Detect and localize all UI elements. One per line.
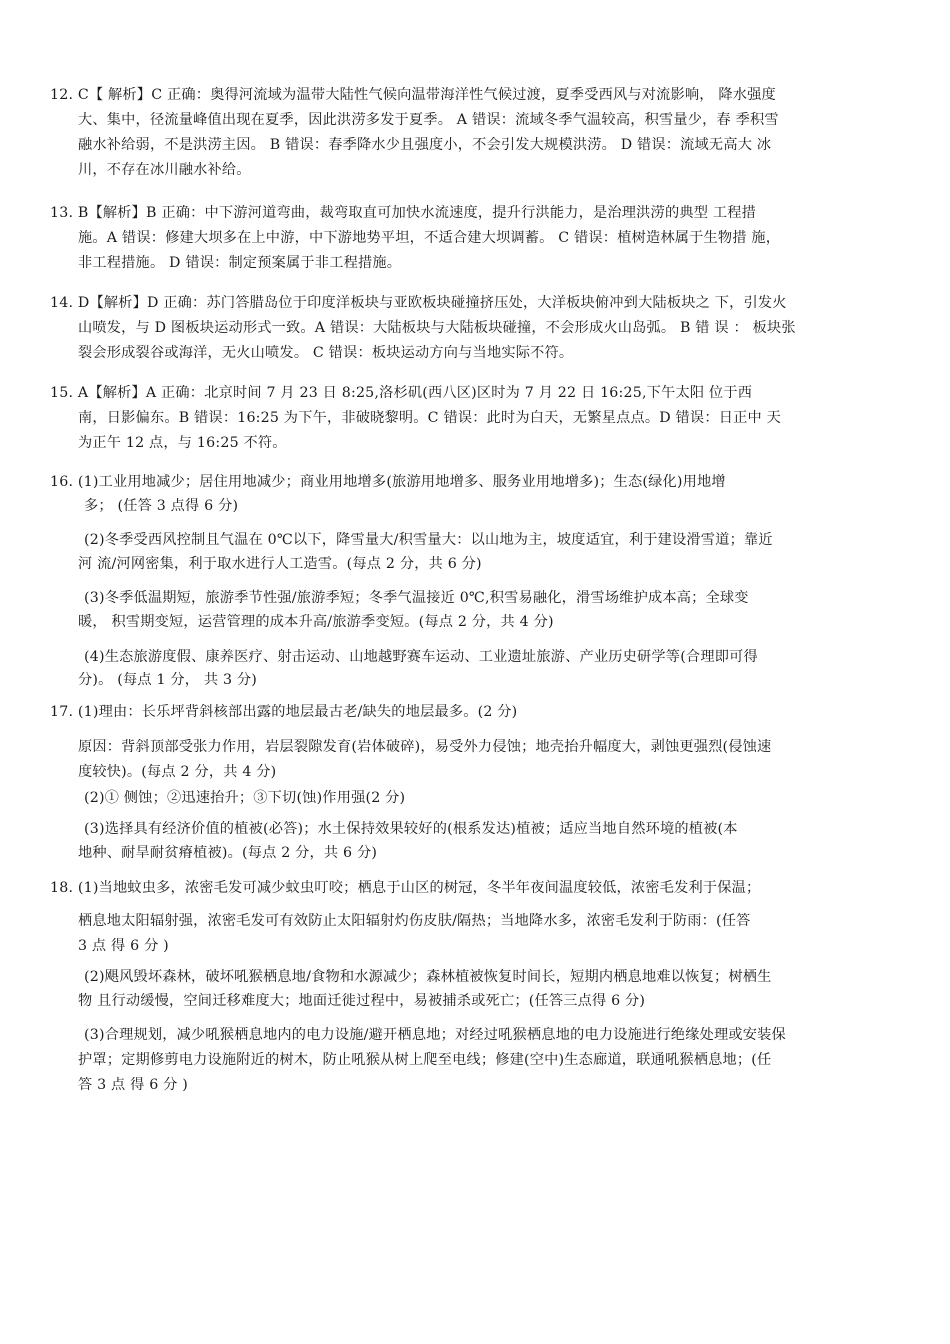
answer-18-part2-line-2: 物 且行动缓慢，空间迁移难度大；地面迁徙过程中，易被捕杀或死亡；(任答三点得 6 分) (78, 993, 646, 1009)
answer-18-part3-line-2: 护罩；定期修剪电力设施附近的树木，防止吼猴从树上爬至电线；修建(空中)生态廊道，联通吼猴栖息地；(任 (78, 1052, 772, 1068)
answer-16-part4-line-2: 分)。 (每点 1 分， 共 3 分) (78, 672, 258, 688)
answer-14-line-3: 裂会形成裂谷或海洋，无火山喷发。 C 错误：板块运动方向与当地实际不符。 (78, 345, 574, 361)
answer-12-line-3: 融水补给弱，不是洪涝主因。 B 错误：春季降水少且强度小，不会引发大规模洪涝。 D 错误：流域无高大 冰 (78, 137, 772, 153)
answer-18-part2-line-1: (2)飓风毁坏森林，破坏吼猴栖息地/食物和水源减少；森林植被恢复时间长，短期内栖息地难以恢复；树栖生 (84, 969, 772, 985)
answer-15-line-3: 为正午 12 点，与 16:25 不符。 (78, 435, 287, 451)
answer-16-part2-line-1: (2)冬季受西风控制且气温在 0℃以下，降雪量大/积雪量大：以山地为主，坡度适宜，利于建设滑雪道；靠近 (84, 532, 773, 548)
answer-18-part1-line-2: 栖息地太阳辐射强，浓密毛发可有效防止太阳辐射灼伤皮肤/隔热；当地降水多，浓密毛发利于防雨：(任答 (78, 913, 751, 929)
answer-12-line-1: 12. C【 解析】C 正确：奥得河流域为温带大陆性气候向温带海洋性气候过渡，夏季受西风与对流影响， 降水强度 (50, 87, 776, 103)
answer-17-reason-line-2: 度较快)。(每点 2 分，共 4 分) (78, 764, 277, 780)
answer-18-part1-line-3: 3 点 得 6 分 ) (78, 938, 169, 954)
answer-16-part4-line-1: (4)生态旅游度假、康养医疗、射击运动、山地越野赛车运动、工业遗址旅游、产业历史研学等(合理即可得 (84, 649, 758, 665)
answer-13-line-3: 非工程措施。 D 错误：制定预案属于非工程措施。 (78, 255, 402, 271)
answer-18-part3-line-3: 答 3 点 得 6 分 ) (78, 1077, 188, 1093)
answer-17-part1-line-1: 17. (1)理由：长乐坪背斜核部出露的地层最古老/缺失的地层最多。(2 分) (50, 704, 518, 720)
answer-12-line-4: 川，不存在冰川融水补给。 (78, 162, 251, 178)
answer-16-part1-line-1: 16. (1)工业用地减少；居住用地减少；商业用地增多(旅游用地增多、服务业用地增多)；生态(绿化)用地增 (50, 474, 726, 490)
answer-18-part3-line-1: (3)合理规划，减少吼猴栖息地内的电力设施/避开栖息地；对经过吼猴栖息地的电力设施进行绝缘处理或安装保 (84, 1027, 786, 1043)
answer-16-part2-line-2: 河 流/河网密集，利于取水进行人工造雪。(每点 2 分，共 6 分) (78, 556, 482, 572)
answer-15-line-1: 15. A【解析】A 正确：北京时间 7 月 23 日 8:25,洛杉矶(西八区)区时为 7 月 22 日 16:25,下午太阳 位于西 (50, 385, 753, 401)
answer-14-line-1: 14. D【解析】D 正确：苏门答腊岛位于印度洋板块与亚欧板块碰撞挤压处，大洋板块俯冲到大陆板块之 下，引发火 (50, 295, 787, 311)
answer-13-line-2: 施。A 错误：修建大坝多在上中游，中下游地势平坦，不适合建大坝调蓄。 C 错误：植树造林属于生物措 施， (78, 230, 781, 246)
answer-16-part3-line-1: (3)冬季低温期短，旅游季节性强/旅游季短；冬季气温接近 0℃,积雪易融化，滑雪场维护成本高；全球变 (84, 590, 749, 606)
answer-14-line-2: 山喷发，与 D 图板块运动形式一致。A 错误：大陆板块与大陆板块碰撞，不会形成火山岛弧。 B 错 误 ： 板块张 (78, 320, 796, 336)
answer-18-part1-line-1: 18. (1)当地蚊虫多，浓密毛发可减少蚊虫叮咬；栖息于山区的树冠，冬半年夜间温度较低，浓密毛发利于保温； (50, 880, 761, 896)
answer-17-part2-line-1: (2)① 侧蚀；②迅速抬升；③下切(蚀)作用强(2 分) (84, 790, 406, 806)
answer-16-part3-line-2: 暖， 积雪期变短，运营管理的成本升高/旅游季变短。(每点 2 分，共 4 分) (78, 614, 554, 630)
answer-17-part3-line-1: (3)选择具有经济价值的植被(必答)；水土保持效果较好的(根系发达)植被；适应当地自然环境的植被(本 (84, 821, 738, 837)
answer-17-part3-line-2: 地种、耐旱耐贫瘠植被)。(每点 2 分，共 6 分) (78, 845, 378, 861)
answer-16-part1-line-2: 多； (任答 3 点得 6 分) (84, 498, 239, 514)
answer-12-line-2: 大、集中，径流量峰值出现在夏季，因此洪涝多发于夏季。 A 错误：流域冬季气温较高，积雪量少，春 季积雪 (78, 112, 779, 128)
answer-13-line-1: 13. B【解析】B 正确：中下游河道弯曲，裁弯取直可加快水流速度，提升行洪能力，是治理洪涝的典型 工程措 (50, 205, 756, 221)
answer-15-line-2: 南，日影偏东。B 错误：16:25 为下午，非破晓黎明。C 错误：此时为白天，无繁星点点。D 错误：日正中 天 (78, 410, 781, 426)
answer-17-reason-line-1: 原因：背斜顶部受张力作用，岩层裂隙发育(岩体破碎)，易受外力侵蚀；地壳抬升幅度大，剥蚀更强烈(侵蚀速 (78, 739, 772, 755)
